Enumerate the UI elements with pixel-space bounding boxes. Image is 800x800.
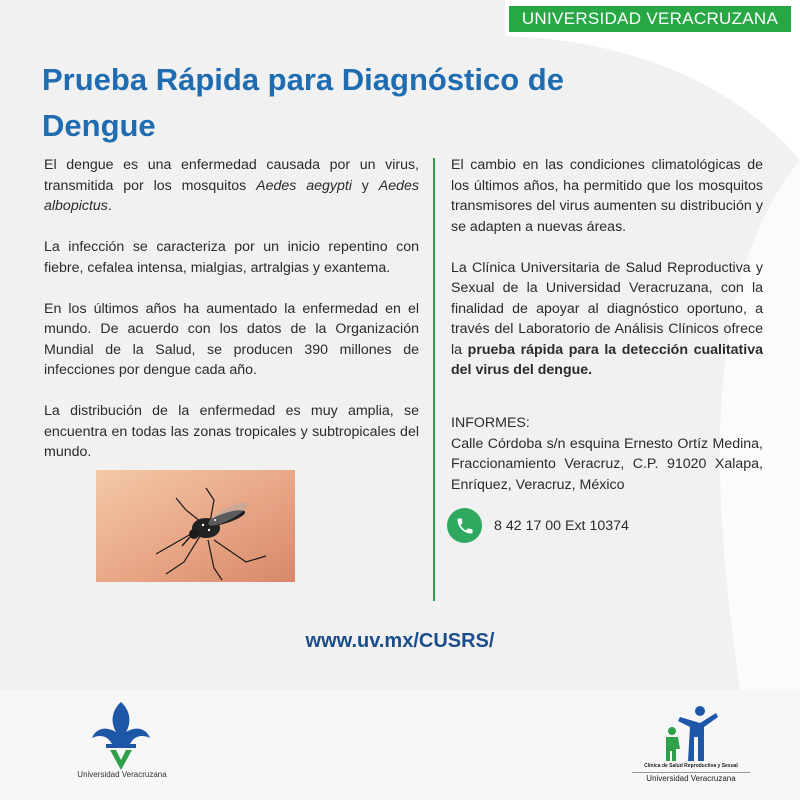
- website-link[interactable]: www.uv.mx/CUSRS/: [305, 630, 495, 652]
- p1-text-e: .: [107, 198, 112, 214]
- p2-text-a: La Clínica Universitaria de Salud Reproductiva y Sexual de la Universidad Veracruzana, con la finalidad de apoyar al diagnóstico oportuno, a través del Laboratorio de Análisis Clínicos ofrece la: [451, 259, 763, 358]
- paragraph-distribution: La distribución de la enfermedad es muy amplia, se encuentra en todas las zonas tropicales y subtropicales del mundo.: [44, 403, 419, 460]
- phone-icon: [447, 508, 482, 543]
- p2-text-bold: prueba rápida para la detección cualitativa del virus del dengue.: [451, 341, 763, 378]
- phone-row: [447, 508, 629, 543]
- page-title: Prueba Rápida para Diagnóstico de Dengue: [42, 62, 564, 143]
- contact-info: [451, 413, 763, 495]
- phone-number: 8 42 17 00 Ext 10374: [494, 517, 629, 534]
- uv-logo-text: Universidad Veracruzana: [77, 770, 167, 779]
- right-column: [451, 155, 763, 401]
- p1-text-a: El dengue es una enfermedad causada por un virus, transmitida por los mosquitos: [44, 157, 419, 194]
- brand-banner: UNIVERSIDAD VERACRUZANA: [509, 6, 791, 32]
- paragraph-dengue-intro: [44, 155, 419, 217]
- p1-text-c: y: [351, 177, 379, 194]
- paragraph-symptoms: La infección se caracteriza por un inicio repentino con fiebre, cefalea intensa, mialgias, artralgias y exantema.: [44, 239, 419, 276]
- uv-fleur-de-lis-logo-icon: [86, 700, 156, 772]
- address: Calle Córdoba s/n esquina Ernesto Ortíz Medina, Fraccionamiento Veracruz, C.P. 91020 Xalapa, Enríquez, Veracruz, México: [451, 435, 763, 493]
- left-column: [44, 155, 419, 483]
- species-albopictus: Aedes albopictus: [44, 177, 419, 214]
- paragraph-clinic: [451, 258, 763, 381]
- clinic-logo-line1: Clínica de Salud Reproductiva y Sexual: [644, 763, 738, 769]
- mosquito-photo: [96, 470, 295, 582]
- paragraph-climate: El cambio en las condiciones climatológicas de los últimos años, ha permitido que los mosquitos transmisores del virus aumenten su distribución y se adapten a nuevas áreas.: [451, 157, 763, 235]
- clinic-logo-line2: Universidad Veracruzana: [632, 772, 750, 783]
- informes-label: INFORMES:: [451, 415, 530, 431]
- column-divider: [433, 158, 435, 601]
- paragraph-statistics: En los últimos años ha aumentado la enfermedad en el mundo. De acuerdo con los datos de la Organización Mundial de la Salud, se producen 390 millones de infecciones por dengue cada año.: [44, 300, 419, 378]
- clinic-family-logo-icon: [660, 705, 722, 763]
- species-aegypti: Aedes aegypti: [256, 177, 352, 194]
